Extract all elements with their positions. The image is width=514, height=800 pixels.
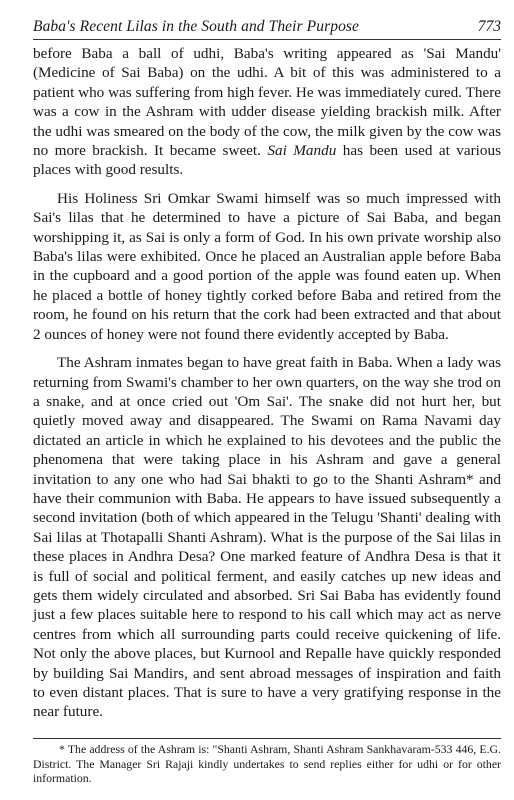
running-title: Baba's Recent Lilas in the South and Their Purpose [33, 18, 360, 35]
paragraph-1-italic-term: Sai Mandu [267, 142, 337, 160]
paragraph-1-text-b: has been used at various places with good results. [33, 142, 501, 179]
body-text [33, 44, 501, 722]
footnote-divider [33, 738, 501, 739]
running-header [33, 14, 501, 40]
footnote: * The address of the Ashram is: "Shanti Ashram, Shanti Ashram Sankhavaram-533 446, E.G. District. The Manager Sri Rajaji kindly undertakes to send replies either for udhi or for other information. [33, 742, 501, 785]
paragraph-1 [33, 44, 501, 180]
paragraph-1-text-a: before Baba a ball of udhi, Baba's writing appeared as 'Sai Mandu' (Medicine of Sai Baba) on the udhi. A bit of this was administered to a patient who was suffering from high fever. He was immediately cured. There was a cow in the Ashram with udder disease yielding brackish milk. After the udhi was smeared on the body of the cow, the milk given by the cow was no more brackish. It became sweet. [33, 45, 501, 160]
paragraph-2: His Holiness Sri Omkar Swami himself was so much impressed with Sai's lilas that he determined to have a picture of Sai Baba, and began worshipping it, as Sai is only a form of God. In his own private worship also Baba's lilas were exhibited. Once he placed an Australian apple before Baba in the cupboard and a good portion of the apple was found eaten up. When he placed a bottle of honey tightly corked before Baba and retired from the room, he found on his return that the cork had been extracted and that about 2 ounces of honey were not found there evidently accepted by Baba. [33, 189, 501, 343]
paragraph-3: The Ashram inmates began to have great faith in Baba. When a lady was returning from Swami's chamber to her own quarters, on the way she trod on a snake, and at once cried out 'Om Sai'. The snake did not hurt her, but quietly moved away and disappeared. The Swami on Rama Navami day dictated an article in which he explained to his devotees and the public the phenomena that were taking place in his Ashram and gave a general invitation to any one who had Sai bhakti to go to the Shanti Ashram* and have their communion with Baba. He appears to have issued subsequently a second invitation (both of which appeared in the Telugu 'Shanti' dealing with Sai lilas at Thotapalli Shanti Ashram). What is the purpose of the Sai lilas in these places in Andhra Desa? One marked feature of Andhra Desa is that it is full of social and political ferment, and easily catches up new ideas and gets them widely circulated and absorbed. Sri Sai Baba has evidently found just a few places suitable here to respond to his call which may act as nerve centres from which all surrounding parts could receive quickening of life. Not only the above places, but Kurnool and Repalle have quickly responded by building Sai Mandirs, and sent abroad messages of inspiration and faith to even distant places. That is sure to have a very gratifying response in the near future. [33, 354, 501, 721]
page-number: 773 [477, 18, 501, 35]
